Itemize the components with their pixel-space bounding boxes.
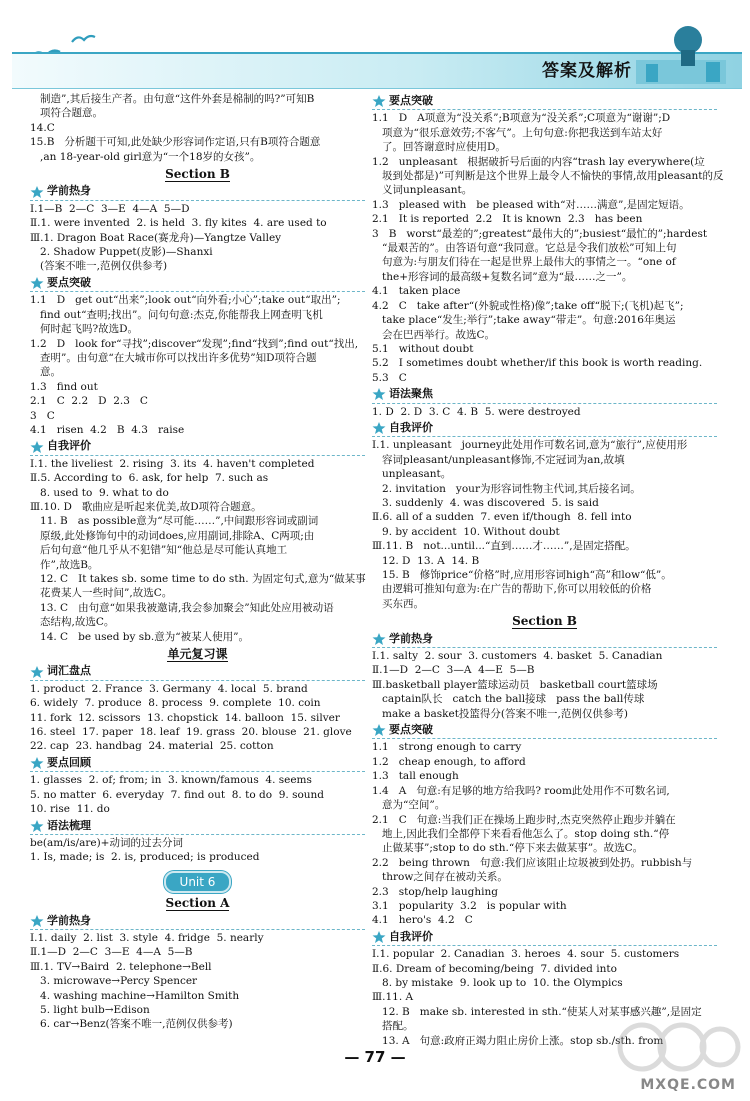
- page-number: — 77 —: [344, 1048, 406, 1066]
- star-icon: [372, 633, 386, 645]
- section-heading: [372, 94, 717, 108]
- heading-text: 要点突破: [389, 94, 433, 107]
- answer-line: 1.3 pleased with be pleased with“对……满意”,是固定短语。: [372, 198, 690, 211]
- page-header: [0, 0, 750, 92]
- section-heading: [30, 276, 365, 290]
- answer-line: 止做某事”;stop to do sth.“停下来去做某事”。故选C。: [372, 842, 644, 855]
- answer-line: 4.2 C take after“(外貌或性格)像”;take off“脱下;(飞机)起飞”;: [372, 299, 684, 312]
- answer-line: 意。: [30, 366, 62, 379]
- answer-line: 4.1 hero's 4.2 C: [372, 914, 473, 927]
- answer-line: find out“查明;找出”。问句句意:杰克,你能帮我上网查明飞机: [30, 308, 323, 321]
- answer-line: 2. Shadow Puppet(皮影)—Shanxi: [30, 246, 213, 259]
- star-icon: [372, 724, 386, 736]
- answer-line: 2.1 C 句意:当我们正在操场上跑步时,杰克突然停止跑步并躺在: [372, 813, 676, 826]
- answer-line: 1.1 D get out“出来”;look out“向外看;小心”;take out“取出”;: [30, 294, 341, 307]
- answer-line: 11. B as possible意为“尽可能……”,中间跟形容词或副词: [30, 515, 319, 528]
- answer-line: 8. by mistake 9. look up to 10. the Olympics: [372, 976, 623, 989]
- section-heading: [372, 387, 717, 401]
- answer-line: 买东西。: [372, 597, 425, 610]
- section-heading: [372, 421, 717, 435]
- star-icon: [30, 441, 44, 453]
- answer-line: 3. suddenly 4. was discovered 5. is said: [372, 496, 599, 509]
- answer-line: 1. product 2. France 3. Germany 4. local 5. brand: [30, 682, 308, 695]
- section-heading: [30, 819, 365, 833]
- star-icon: [30, 186, 44, 198]
- header-title: 答案及解析: [542, 61, 632, 81]
- answer-line: Ⅲ.11. B not...until...“直到……才……”,是固定搭配。: [372, 540, 636, 553]
- answer-line: 圾到处都是)”可判断是这个世界上最令人不愉快的事情,故用pleasant的反: [372, 170, 724, 183]
- answer-line: 花费某人一些时间”,故选C。: [30, 587, 173, 600]
- answer-line: Ⅱ.6. all of a sudden 7. even if/though 8. fell into: [372, 511, 632, 524]
- answer-line: take place“发生;举行”;take away“带走”。句意:2016年奥运: [372, 314, 676, 327]
- answer-line: 1.2 unpleasant 根据破折号后面的内容“trash lay everywhere(垃: [372, 155, 705, 168]
- answer-line: 1.2 cheap enough, to afford: [372, 755, 526, 768]
- section-heading: [30, 184, 365, 198]
- answer-line: 14. C be used by sb.意为“被某人使用”。: [30, 630, 249, 643]
- section-heading: [372, 632, 717, 646]
- answer-line: 了。回答谢意时应使用D。: [372, 141, 506, 154]
- answer-line: Ⅰ.1. unpleasant journey此处用作可数名词,意为“旅行”,应使用形: [372, 439, 688, 452]
- answer-line: 项符合题意。: [30, 107, 104, 120]
- answer-line: 1.3 find out: [30, 380, 98, 393]
- answer-line: 10. rise 11. do: [30, 803, 110, 816]
- answer-line: 1. D 2. D 3. C 4. B 5. were destroyed: [372, 405, 581, 418]
- section-title: [372, 614, 717, 628]
- heading-divider: [30, 771, 365, 772]
- heading-divider: [372, 436, 717, 437]
- answer-line: 1.2 D look for“寻找”;discover“发现”;find“找到”;find out“找出,: [30, 337, 359, 350]
- answer-line: 5. no matter 6. everyday 7. find out 8. to do 9. sound: [30, 788, 325, 801]
- answer-line: 15.B 分析题干可知,此处缺少形容词作定语,只有B项符合题意: [30, 136, 321, 149]
- section-title-text: 单元复习课: [167, 647, 228, 662]
- answer-line: 5.1 without doubt: [372, 342, 474, 355]
- answer-line: 会在巴西举行。故选C。: [372, 328, 496, 341]
- answer-line: 3. microwave→Percy Spencer: [30, 975, 198, 988]
- heading-divider: [372, 403, 717, 404]
- answer-line: Ⅱ.1—D 2—C 3—A 4—E 5—B: [372, 664, 535, 677]
- heading-text: 自我评价: [389, 420, 433, 434]
- answer-line: “最艰苦的”。由答语句意“我同意。它总是令我们放松”可知上句: [372, 242, 677, 255]
- answer-line: Ⅱ.5. According to 6. ask, for help 7. such as: [30, 472, 269, 485]
- answer-line: 2. invitation your为形容词性物主代词,其后接名词。: [372, 482, 641, 495]
- answer-line: 5.3 C: [372, 371, 407, 384]
- answer-line: 容词pleasant/unpleasant修饰,不定冠词为an,故填: [372, 453, 625, 466]
- heading-divider: [372, 945, 717, 946]
- answer-line: 原级,此处修饰句中的动词does,应用副词,排除A、C两项;由: [30, 529, 315, 542]
- section-title-text: Section B: [512, 614, 577, 629]
- answer-line: 12. B make sb. interested in sth.“使某人对某事感兴趣”,是固定: [372, 1005, 702, 1018]
- answer-line: 1. glasses 2. of; from; in 3. known/famous 4. seems: [30, 774, 312, 787]
- heading-divider: [372, 738, 717, 739]
- answer-line: Ⅰ.1. popular 2. Canadian 3. heroes 4. sour 5. customers: [372, 948, 680, 961]
- answer-line: Ⅰ.1—B 2—C 3—E 4—A 5—D: [30, 202, 190, 215]
- answer-line: 12. D 13. A 14. B: [372, 554, 480, 567]
- section-title-text: Section B: [165, 167, 230, 182]
- answer-line: captain队长 catch the ball接球 pass the ball传球: [372, 693, 645, 706]
- star-icon: [30, 666, 44, 678]
- heading-text: 语法聚焦: [389, 387, 433, 401]
- left-column: [30, 92, 365, 1032]
- answer-line: Ⅲ.10. D 歌曲应是听起来优美,故D项符合题意。: [30, 500, 262, 513]
- heading-divider: [30, 680, 365, 681]
- answer-line: 5. light bulb→Edison: [30, 1003, 150, 1016]
- answer-line: 16. steel 17. paper 18. leaf 19. grass 20. blouse 21. glove: [30, 726, 352, 739]
- answer-line: 4. washing machine→Hamilton Smith: [30, 989, 240, 1002]
- answer-line: 1.3 tall enough: [372, 770, 459, 783]
- answer-line: 由逻辑可推知句意为:在广告的帮助下,你可以用较低的价格: [372, 583, 652, 596]
- answer-line: make a basket投篮得分(答案不唯一,范例仅供参考): [372, 707, 628, 720]
- answer-line: 3 C: [30, 409, 55, 422]
- right-column: [372, 92, 724, 1048]
- heading-text: 词汇盘点: [47, 664, 91, 678]
- answer-line: 22. cap 23. handbag 24. material 25. cotton: [30, 740, 274, 753]
- answer-line: 9. by accident 10. Without doubt: [372, 525, 560, 538]
- answer-line: throw之间存在被动关系。: [372, 871, 508, 884]
- heading-divider: [30, 200, 365, 201]
- answer-line: 3.1 popularity 3.2 is popular with: [372, 899, 567, 912]
- answer-line: 句意为:与朋友们待在一起是世界上最伟大的事情之一。“one of: [372, 256, 676, 269]
- section-title: [30, 167, 365, 181]
- section-heading: [30, 914, 365, 928]
- heading-divider: [30, 455, 365, 456]
- answer-line: 4.1 taken place: [372, 285, 461, 298]
- section-heading: [30, 664, 365, 678]
- heading-divider: [372, 109, 717, 110]
- answer-line: 何时起飞吗?故选D。: [30, 323, 139, 336]
- answer-line: Ⅲ.1. TV→Baird 2. telephone→Bell: [30, 960, 212, 973]
- answer-line: 作”,故选B。: [30, 558, 99, 571]
- answer-line: 搭配。: [372, 1020, 414, 1033]
- star-icon: [30, 820, 44, 832]
- answer-line: 6. widely 7. produce 8. process 9. complete 10. coin: [30, 697, 321, 710]
- star-icon: [30, 915, 44, 927]
- section-heading: [372, 723, 717, 737]
- star-icon: [30, 277, 44, 289]
- answer-line: ,an 18-year-old girl意为“一个18岁的女孩”。: [30, 150, 261, 163]
- telescope-illustration-icon: [626, 20, 736, 86]
- section-title-text: Section A: [165, 896, 230, 911]
- answer-line: 2.1 C 2.2 D 2.3 C: [30, 395, 148, 408]
- answer-line: 4.1 risen 4.2 B 4.3 raise: [30, 423, 185, 436]
- answer-line: 8. used to 9. what to do: [30, 486, 169, 499]
- heading-text: 学前热身: [47, 913, 91, 927]
- heading-divider: [30, 834, 365, 835]
- answer-line: 2.2 being thrown 句意:我们应该阻止垃圾被到处扔。rubbish与: [372, 856, 693, 869]
- answer-line: be(am/is/are)+动词的过去分词: [30, 836, 183, 849]
- answer-line: Ⅰ.1. the liveliest 2. rising 3. its 4. haven't completed: [30, 457, 315, 470]
- heading-text: 要点突破: [389, 723, 433, 737]
- answer-line: 1. Is, made; is 2. is, produced; is produced: [30, 851, 260, 864]
- star-icon: [372, 95, 386, 107]
- answer-line: Ⅰ.1. salty 2. sour 3. customers 4. basket 5. Canadian: [372, 650, 663, 663]
- heading-text: 自我评价: [47, 439, 91, 453]
- answer-line: 1.1 D A项意为“没关系”;B项意为“没关系”;C项意为“谢谢”;D: [372, 112, 671, 125]
- answer-line: 15. B 修饰price“价格”时,应用形容词high“高”和low“低”。: [372, 569, 672, 581]
- section-heading: [372, 930, 717, 944]
- answer-line: 1.1 strong enough to carry: [372, 741, 522, 754]
- answer-line: 地上,因此我们全都停下来看看他怎么了。stop doing sth.“停: [372, 827, 670, 840]
- answer-line: 12. C It takes sb. some time to do sth. 为固定句式,意为“做某事: [30, 573, 366, 585]
- answer-line: unpleasant。: [372, 468, 452, 481]
- watermark-text: MXQE.COM: [640, 1077, 736, 1093]
- unit-badge: [30, 871, 365, 893]
- heading-divider: [30, 291, 365, 292]
- answer-line: 意为“空间”。: [372, 799, 446, 812]
- answer-line: Ⅲ.1. Dragon Boat Race(赛龙舟)—Yangtze Valley: [30, 231, 282, 244]
- answer-line: 13. A 句意:政府正竭力阻止房价上涨。stop sb./sth. from: [372, 1034, 664, 1047]
- answer-line: (答案不唯一,范例仅供参考): [30, 260, 168, 273]
- section-title: [30, 896, 365, 910]
- answer-line: 项意为“很乐意效劳;不客气”。上句句意:你把我送到车站太好: [372, 126, 663, 139]
- answer-line: 态结构,故选C。: [30, 616, 115, 629]
- answer-line: the+形容词的最高级+复数名词”意为“最……之一”。: [372, 270, 633, 283]
- answer-line: 6. car→Benz(答案不唯一,范例仅供参考): [30, 1018, 233, 1031]
- star-icon: [372, 388, 386, 400]
- answer-line: 制造”,其后接生产者。由句意“这件外套是棉制的吗?”可知B: [30, 93, 315, 105]
- answer-line: 11. fork 12. scissors 13. chopstick 14. balloon 15. silver: [30, 711, 340, 724]
- heading-text: 学前热身: [47, 184, 91, 198]
- star-icon: [372, 422, 386, 434]
- answer-line: Ⅲ.basketball player篮球运动员 basketball court篮球场: [372, 678, 658, 691]
- section-title: [30, 647, 365, 661]
- answer-line: 2.3 stop/help laughing: [372, 885, 498, 898]
- heading-text: 要点突破: [47, 275, 91, 289]
- heading-text: 要点回顾: [47, 755, 91, 769]
- section-heading: [30, 439, 365, 453]
- answer-line: 5.2 I sometimes doubt whether/if this book is worth reading.: [372, 357, 703, 370]
- answer-line: 后句句意“他几乎从不犯错”知“他总是尽可能认真地工: [30, 544, 288, 557]
- answer-line: Ⅱ.6. Dream of becoming/being 7. divided into: [372, 962, 617, 975]
- heading-text: 学前热身: [389, 631, 433, 645]
- answer-line: Ⅱ.1—D 2—C 3—E 4—A 5—B: [30, 946, 193, 959]
- answer-line: 13. C 由句意“如果我被邀请,我会参加聚会”知此处应用被动语: [30, 601, 334, 614]
- answer-line: Ⅰ.1. daily 2. list 3. style 4. fridge 5. nearly: [30, 931, 264, 944]
- unit-label: Unit 6: [164, 871, 232, 893]
- section-heading: [30, 756, 365, 770]
- answer-line: 14.C: [30, 121, 55, 134]
- answer-line: Ⅲ.11. A: [372, 991, 414, 1004]
- star-icon: [30, 757, 44, 769]
- heading-divider: [30, 929, 365, 930]
- answer-line: 2.1 It is reported 2.2 It is known 2.3 has been: [372, 213, 643, 226]
- answer-line: 查明”。由句意“在大城市你可以找出许多优势”知D项符合题: [30, 351, 317, 364]
- answer-line: 1.4 A 句意:有足够的地方给我吗? room此处用作不可数名词,: [372, 784, 670, 797]
- star-icon: [372, 931, 386, 943]
- answer-line: 义词unpleasant。: [372, 184, 473, 197]
- heading-divider: [372, 647, 717, 648]
- answer-line: 3 B worst“最差的”;greatest“最伟大的”;busiest“最忙的”;hardest: [372, 227, 708, 240]
- answer-line: Ⅱ.1. were invented 2. is held 3. fly kites 4. are used to: [30, 217, 327, 230]
- heading-text: 语法梳理: [47, 818, 91, 832]
- heading-text: 自我评价: [389, 929, 433, 943]
